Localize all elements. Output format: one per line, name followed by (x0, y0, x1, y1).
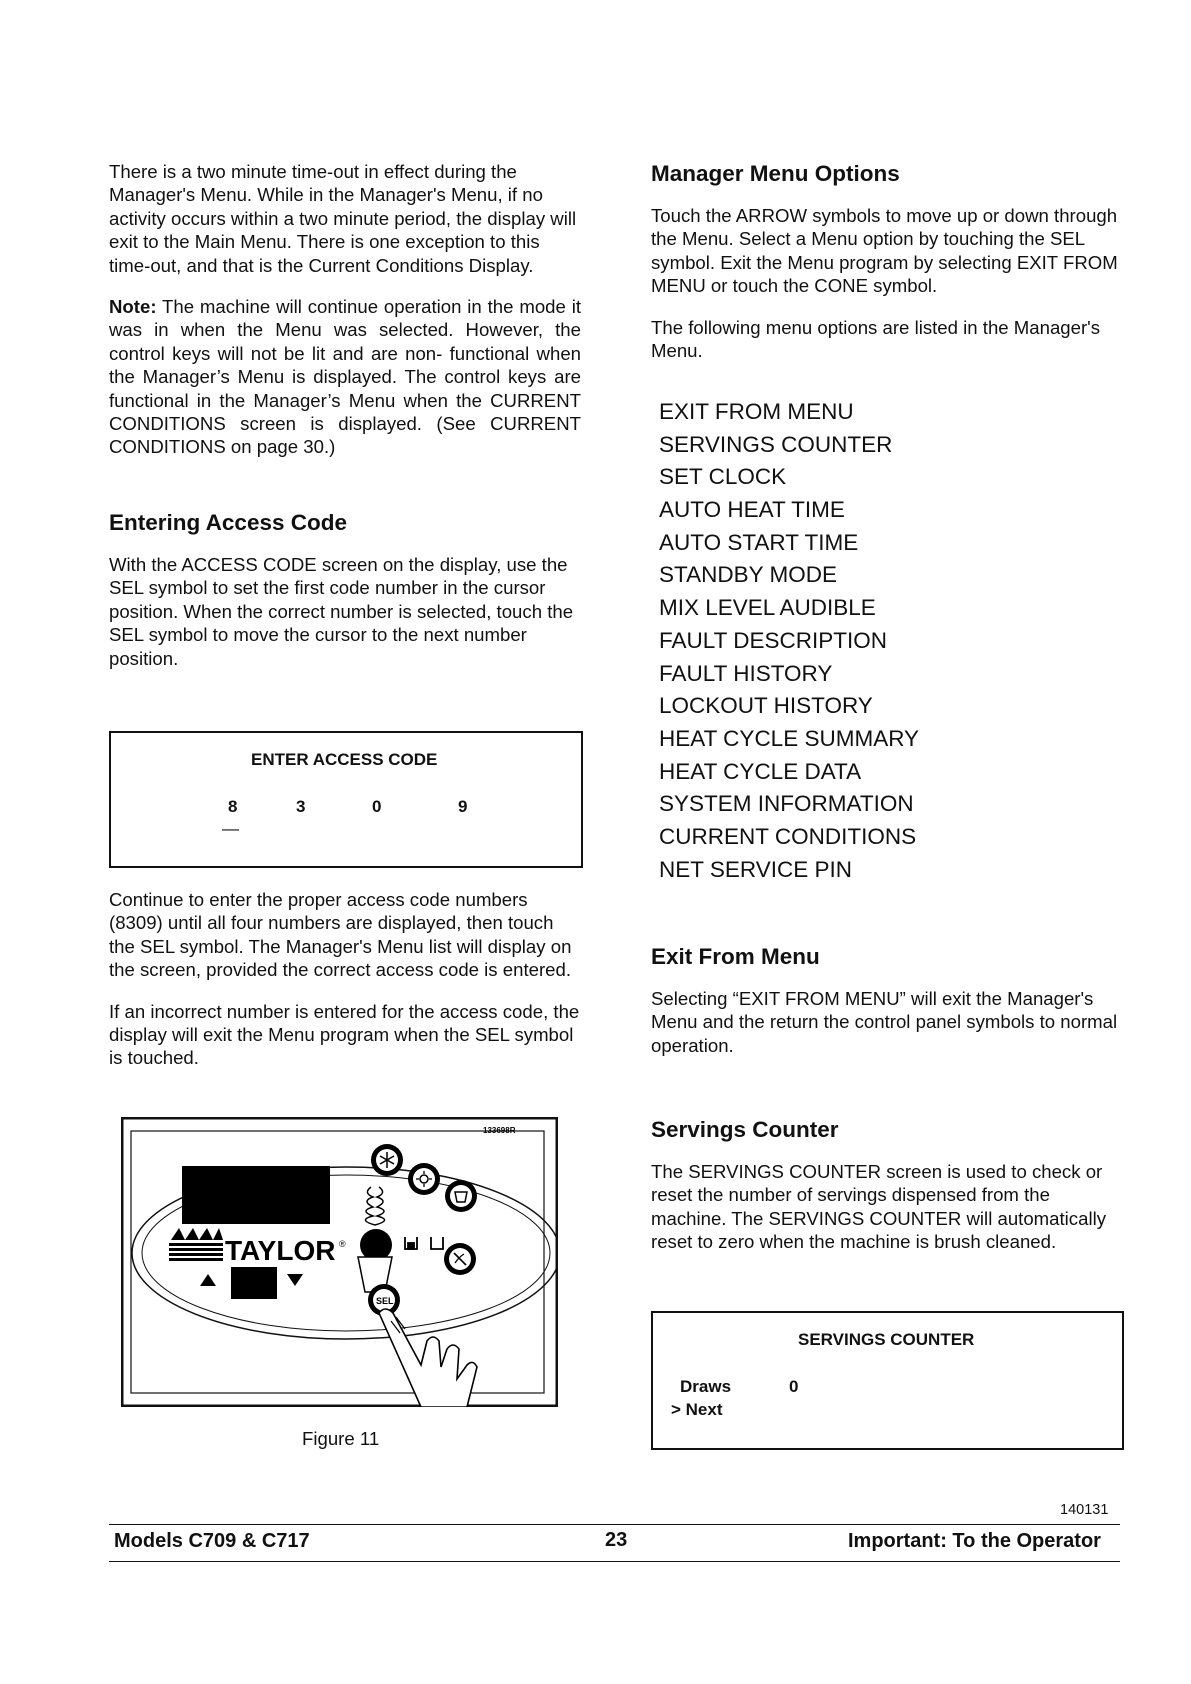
document-number: 140131 (1060, 1502, 1109, 1518)
incorrect-paragraph: If an incorrect number is entered for the access code, the display will exit the Menu program when the SEL symbol is touched. (109, 1000, 580, 1069)
right-column (651, 160, 1123, 362)
draws-label: Draws (680, 1377, 732, 1396)
note-label: Note: (109, 296, 157, 318)
menu-item-current-conditions: CURRENT CONDITIONS (659, 823, 917, 849)
menu-item-mix-level-audible: MIX LEVEL AUDIBLE (659, 595, 876, 621)
snowflake-icon[interactable] (371, 1144, 403, 1176)
figure-id-label: 133698R (483, 1126, 516, 1135)
draws-value: 0 (789, 1377, 799, 1396)
access-code-screen-title: ENTER ACCESS CODE (251, 750, 438, 769)
access-digit-3: 0 (372, 797, 382, 816)
manager-menu-options-heading: Manager Menu Options (651, 161, 900, 186)
sel-label: SEL (376, 1296, 394, 1306)
manager-menu-list (659, 396, 919, 886)
menu-item-fault-history: FAULT HISTORY (659, 660, 833, 686)
servings-paragraph: The SERVINGS COUNTER screen is used to check or reset the number of servings dispensed from the machine. The SERVINGS COUNTER will automatically reset to zero when the machine is brush cleaned. (651, 1161, 1107, 1253)
following-paragraph: The following menu options are listed in the Manager's Menu. (651, 316, 1101, 362)
footer-models: Models C709 & C717 (114, 1530, 310, 1552)
brand-registered-mark: ® (339, 1239, 346, 1249)
menu-item-fault-description: FAULT DESCRIPTION (659, 627, 887, 653)
servings-counter-screen (651, 1311, 1124, 1450)
arrow-key-block (231, 1267, 277, 1299)
clean-icon[interactable] (444, 1243, 476, 1275)
cursor-mark: — (222, 819, 239, 838)
servings-counter-section (651, 1116, 1123, 1254)
standby-icon[interactable] (408, 1163, 440, 1195)
brand-logo: TAYLOR (225, 1235, 336, 1266)
menu-item-auto-heat-time: AUTO HEAT TIME (659, 497, 845, 523)
access-code-screen (109, 731, 583, 868)
left-column (109, 160, 581, 670)
cone-button-icon[interactable] (360, 1229, 392, 1261)
access-digit-2: 3 (296, 797, 306, 816)
figure-caption: Figure 11 (302, 1428, 380, 1449)
menu-item-net-service-pin: NET SERVICE PIN (659, 856, 852, 882)
options-paragraph: Touch the ARROW symbols to move up or down through the Menu. Select a Menu option by touching the SEL symbol. Exit the Menu program by selecting EXIT FROM MENU or touch the CONE symbol. (651, 205, 1118, 297)
timeout-paragraph: There is a two minute time-out in effect during the Manager's Menu. While in the Manager's Menu, if no activity occurs within a two minute period, the display will exit to the Main Menu. There is one exception to this time-out, and that is the Current Conditions Display. (109, 161, 577, 276)
footer-bottom-rule (109, 1561, 1120, 1562)
control-panel-illustration (121, 1117, 558, 1407)
access-digit-4: 9 (458, 797, 468, 816)
entering-access-code-heading: Entering Access Code (109, 509, 347, 535)
exit-from-menu-heading: Exit From Menu (651, 944, 820, 969)
access-code-paragraph: With the ACCESS CODE screen on the display, use the SEL symbol to set the first code number in the cursor position. When the correct number is selected, touch the SEL symbol to move the cursor to the next number position. (109, 553, 574, 669)
menu-item-system-information: SYSTEM INFORMATION (659, 791, 914, 817)
menu-item-servings-counter: SERVINGS COUNTER (659, 431, 893, 457)
menu-item-standby-mode: STANDBY MODE (659, 562, 837, 588)
servings-screen-title: SERVINGS COUNTER (798, 1330, 975, 1349)
display-screen (182, 1166, 330, 1224)
menu-item-heat-cycle-data: HEAT CYCLE DATA (659, 758, 862, 784)
wash-icon[interactable] (445, 1180, 477, 1212)
note-paragraph (109, 295, 581, 459)
footer-section-title: Important: To the Operator (848, 1530, 1101, 1552)
exit-paragraph: Selecting “EXIT FROM MENU” will exit the Manager's Menu and the return the control panel symbols to normal operation. (651, 988, 1118, 1056)
left-lower-text (109, 888, 581, 1070)
menu-item-set-clock: SET CLOCK (659, 464, 787, 490)
next-option[interactable]: > Next (671, 1400, 723, 1419)
menu-item-heat-cycle-summary: HEAT CYCLE SUMMARY (659, 725, 920, 751)
access-digit-1: 8 (228, 797, 238, 816)
footer-page-number: 23 (605, 1529, 628, 1551)
footer-top-rule (109, 1524, 1120, 1525)
menu-item-exit-from-menu: EXIT FROM MENU (659, 399, 854, 424)
menu-item-auto-start-time: AUTO START TIME (659, 529, 859, 555)
continue-paragraph: Continue to enter the proper access code numbers (8309) until all four numbers are displayed, then touch the SEL symbol. The Manager's Menu list will display on the screen, provided the correct access code is entered. (109, 889, 572, 981)
menu-item-lockout-history: LOCKOUT HISTORY (659, 693, 873, 719)
note-text: The machine will continue operation in the mode it was in when the Menu was selected. However, the control keys will not be lit and are non- functional when the Manager’s Menu is displayed. The control keys are functional in the Manager’s Menu when the CURRENT CONDITIONS screen is displayed. (See CURRENT CONDITIONS on page 30.) (109, 296, 581, 458)
exit-from-menu-section (651, 943, 1123, 1057)
servings-counter-heading: Servings Counter (651, 1117, 839, 1142)
figure-11 (121, 1117, 558, 1407)
